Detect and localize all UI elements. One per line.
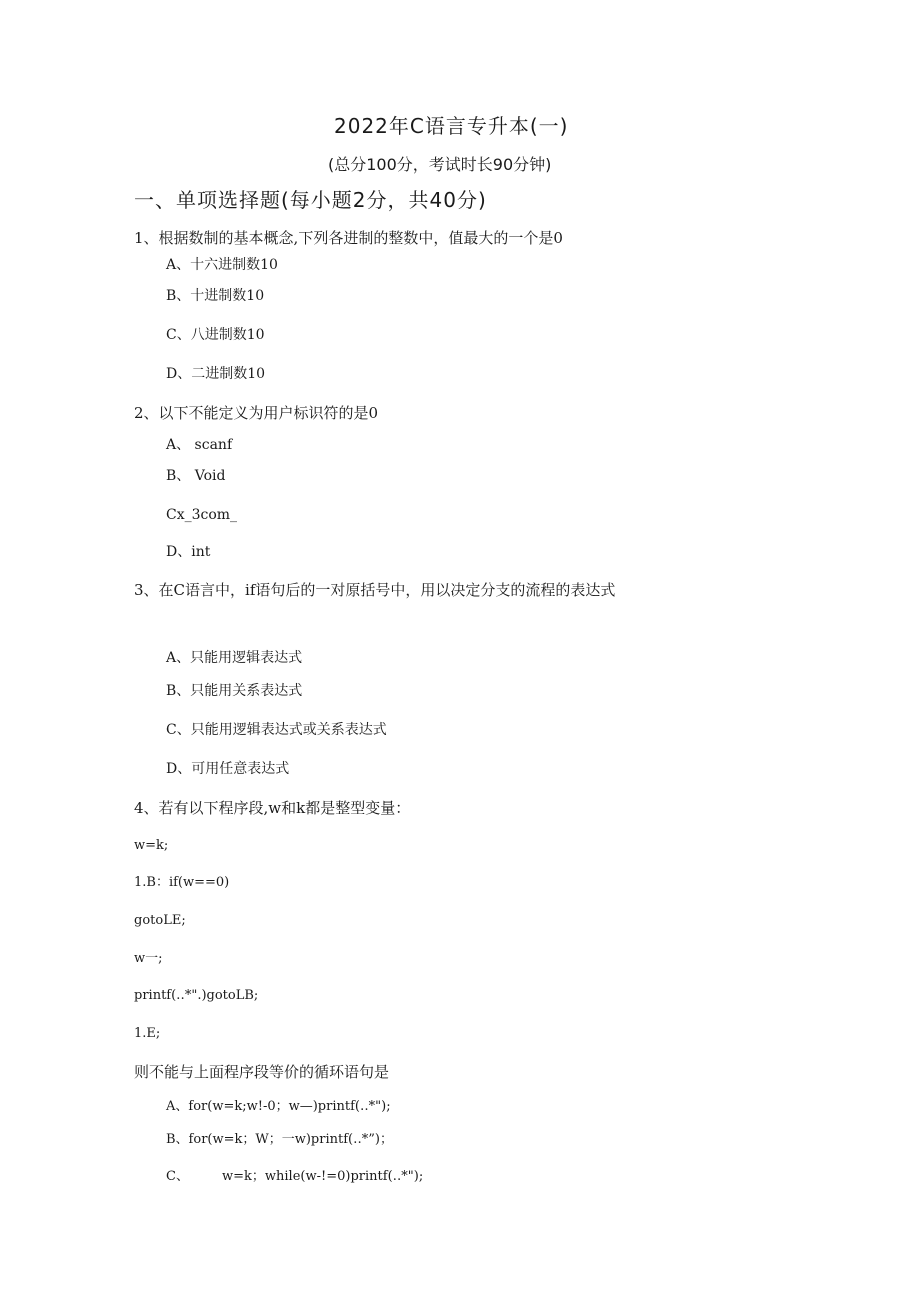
question-2-stem: 2、以下不能定义为用户标识符的是0 (134, 404, 379, 422)
code-line-3: gotoLE; (134, 913, 186, 928)
question-1-stem: 1、根据数制的基本概念,下列各进制的整数中，值最大的一个是0 (134, 229, 563, 247)
code-line-5: printf(‥*".)gotoLB; (134, 988, 259, 1003)
question-2-option-a: A、 scanf (166, 437, 233, 453)
question-4-option-c: C、 w=k；while(w-!=0)printf(‥*"); (166, 1169, 424, 1184)
code-line-1: w=k; (134, 838, 169, 853)
question-2-option-b: B、 Void (166, 468, 226, 484)
question-1-option-d: D、二进制数10 (166, 366, 266, 382)
document-title: 2022年C语言专升本(一) (334, 114, 569, 138)
question-2-option-d: D、int (166, 544, 211, 560)
code-line-4: w一; (134, 951, 163, 966)
question-4-option-a: A、for(w=k;w!-0；w—)printf(‥*"); (166, 1099, 391, 1114)
question-2-option-c: Cx_3com_ (166, 507, 238, 523)
document-subtitle: (总分100分，考试时长90分钟) (328, 155, 552, 174)
question-1-option-a: A、十六进制数10 (166, 257, 278, 273)
question-1-option-b: B、十进制数10 (166, 288, 265, 304)
question-4-option-b: B、for(w=k；W；一w)printf(‥*”)； (166, 1132, 393, 1147)
question-1-option-c: C、八进制数10 (166, 327, 265, 343)
question-3-option-a: A、只能用逻辑表达式 (166, 650, 303, 666)
code-line-6: 1.E; (134, 1026, 161, 1041)
section-heading: 一、单项选择题(每小题2分，共40分) (134, 188, 487, 212)
question-4-stem: 4、若有以下程序段,w和k都是整型变量： (134, 799, 411, 817)
question-3-option-b: B、只能用关系表达式 (166, 683, 303, 699)
question-3-option-c: C、只能用逻辑表达式或关系表达式 (166, 722, 387, 738)
question-4-follow-text: 则不能与上面程序段等价的循环语句是 (134, 1063, 390, 1081)
question-3-option-d: D、可用任意表达式 (166, 761, 290, 777)
question-3-stem: 3、在C语言中，if语句后的一对原括号中，用以决定分支的流程的表达式 (134, 581, 616, 599)
code-line-2: 1.B：if(w==0) (134, 875, 230, 890)
